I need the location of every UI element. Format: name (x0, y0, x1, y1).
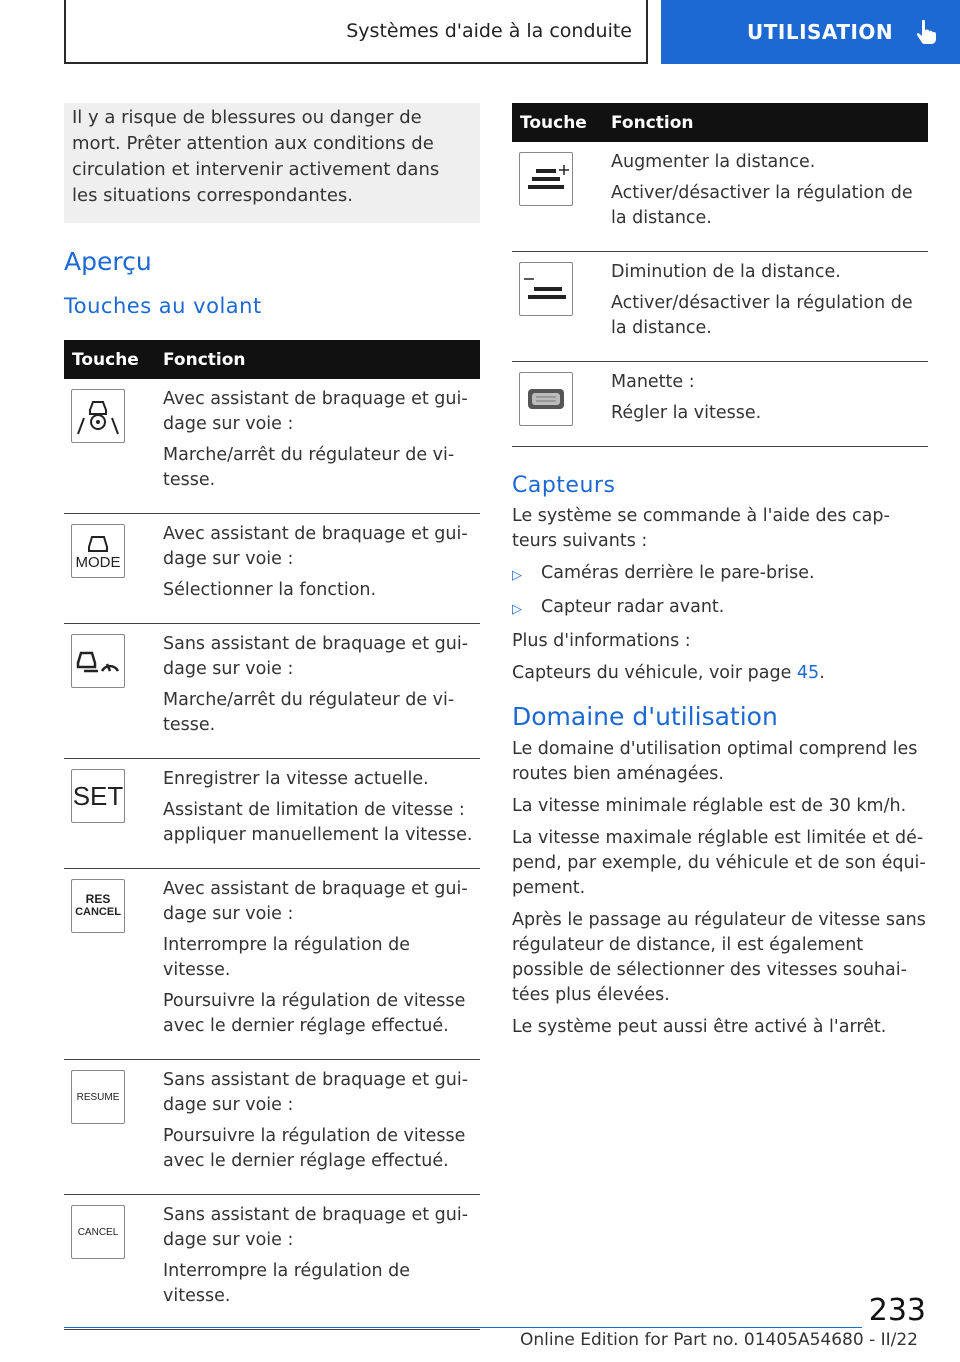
mode-icon (71, 524, 125, 578)
function-text: Interrompre la régulation de vitesse. (163, 1261, 411, 1306)
page-number: 233 (868, 1293, 926, 1328)
domain-paragraph: La vitesse maximale réglable est limitée et dé-pend, par exemple, du véhicule et de son équi-pement. (512, 828, 926, 898)
distance-increase-icon (519, 152, 573, 206)
left-column (64, 103, 480, 1330)
table-row (64, 624, 480, 759)
cruise-control-icon (71, 634, 125, 688)
list-item (512, 561, 928, 588)
domain-paragraph: La vitesse minimale réglable est de 30 km/h. (512, 796, 907, 816)
sensors-reference: Capteurs du véhicule, voir page 45. (512, 663, 825, 683)
function-text: Avec assistant de braquage et gui-dage sur voie : (163, 524, 468, 569)
distance-buttons-table (512, 103, 928, 447)
steering-buttons-table (64, 340, 480, 1330)
header-section-title: Systèmes d'aide à la conduite (346, 20, 632, 42)
function-text: Sans assistant de braquage et gui-dage sur voie : (163, 1205, 469, 1250)
distance-decrease-icon (519, 262, 573, 316)
table-row (512, 142, 928, 252)
page-link[interactable]: 45 (796, 663, 820, 683)
bullet-triangle-icon: ▷ (512, 568, 522, 583)
column-header-key: Touche (512, 103, 603, 142)
list-item-text: Capteur radar avant. (541, 597, 725, 617)
table-row (64, 1195, 480, 1330)
resume-label: RESUME (76, 1091, 120, 1103)
function-text: Avec assistant de braquage et gui-dage sur voie : (163, 389, 468, 434)
rocker-switch-icon (519, 372, 573, 426)
hand-pointer-icon (915, 19, 937, 45)
table-row (512, 252, 928, 362)
function-text: Marche/arrêt du régulateur de vi-tesse. (163, 690, 455, 735)
domain-paragraph: Après le passage au régulateur de vitesse sans régulateur de distance, il est également possible de sélectionner des vitesses souhai-tées plus élevées. (512, 910, 926, 1005)
function-text: Activer/désactiver la régulation de la distance. (611, 183, 913, 228)
column-header-function: Fonction (603, 103, 928, 142)
cancel-label: CANCEL (75, 906, 121, 918)
footer-edition: Online Edition for Part no. 01405A54680 - II/22 (519, 1330, 918, 1350)
column-header-key: Touche (64, 340, 155, 379)
function-text: Augmenter la distance. (611, 152, 816, 172)
function-text: Enregistrer la vitesse actuelle. (163, 769, 429, 789)
function-text: Interrompre la régulation de vitesse. (163, 935, 411, 980)
table-row (64, 759, 480, 869)
cancel-button-label: CANCEL (77, 1226, 119, 1238)
mode-icon-label: MODE (75, 553, 121, 571)
domain-paragraph: Le domaine d'utilisation optimal comprend les routes bien aménagées. (512, 739, 918, 784)
function-text: Avec assistant de braquage et gui-dage sur voie : (163, 879, 468, 924)
table-row (64, 869, 480, 1060)
heading-steering-buttons: Touches au volant (64, 294, 262, 318)
function-text: Poursuivre la régulation de vitesse avec le dernier réglage effectué. (163, 991, 466, 1036)
right-column (512, 103, 928, 1047)
steering-assist-toggle-icon (71, 389, 125, 443)
function-text: Manette : (611, 372, 695, 392)
function-text: Sélectionner la fonction. (163, 580, 377, 600)
heading-overview: Aperçu (64, 247, 152, 276)
header-chapter-title: UTILISATION (747, 20, 894, 44)
warning-box (64, 103, 480, 223)
function-text: Assistant de limitation de vitesse : appliquer manuellement la vitesse. (163, 800, 473, 845)
sensors-intro: Le système se commande à l'aide des cap-teurs suivants : (512, 506, 890, 551)
res-label: RES (85, 892, 111, 906)
domain-paragraph: Le système peut aussi être activé à l'arrêt. (512, 1017, 887, 1037)
column-header-function: Fonction (155, 340, 480, 379)
bullet-triangle-icon: ▷ (512, 602, 522, 617)
function-text: Poursuivre la régulation de vitesse avec le dernier réglage effectué. (163, 1126, 466, 1171)
table-row (64, 514, 480, 624)
list-item (512, 595, 928, 622)
res-cancel-icon (71, 879, 125, 933)
function-text: Activer/désactiver la régulation de la distance. (611, 293, 913, 338)
warning-text: Il y a risque de blessures ou danger de mort. Prêter attention aux conditions de circulation et intervenir activement dans les situations correspondantes. (72, 107, 440, 206)
heading-domain: Domaine d'utilisation (512, 702, 778, 731)
function-text: Sans assistant de braquage et gui-dage sur voie : (163, 1070, 469, 1115)
list-item-text: Caméras derrière le pare-brise. (541, 563, 815, 583)
table-row (512, 362, 928, 447)
set-icon-label: SET (72, 780, 124, 811)
function-text: Sans assistant de braquage et gui-dage sur voie : (163, 634, 469, 679)
heading-sensors: Capteurs (512, 473, 616, 498)
footer-divider (64, 1327, 862, 1328)
sensors-reference-text: Capteurs du véhicule, voir page (512, 663, 797, 683)
header-chapter (661, 0, 960, 64)
resume-icon (71, 1070, 125, 1124)
cancel-icon (71, 1205, 125, 1259)
table-row (64, 1060, 480, 1195)
header-section (64, 0, 648, 64)
more-info-label: Plus d'informations : (512, 631, 691, 651)
table-row (64, 379, 480, 514)
function-text: Régler la vitesse. (611, 403, 762, 423)
function-text: Diminution de la distance. (611, 262, 841, 282)
set-icon (71, 769, 125, 823)
function-text: Marche/arrêt du régulateur de vi-tesse. (163, 445, 455, 490)
